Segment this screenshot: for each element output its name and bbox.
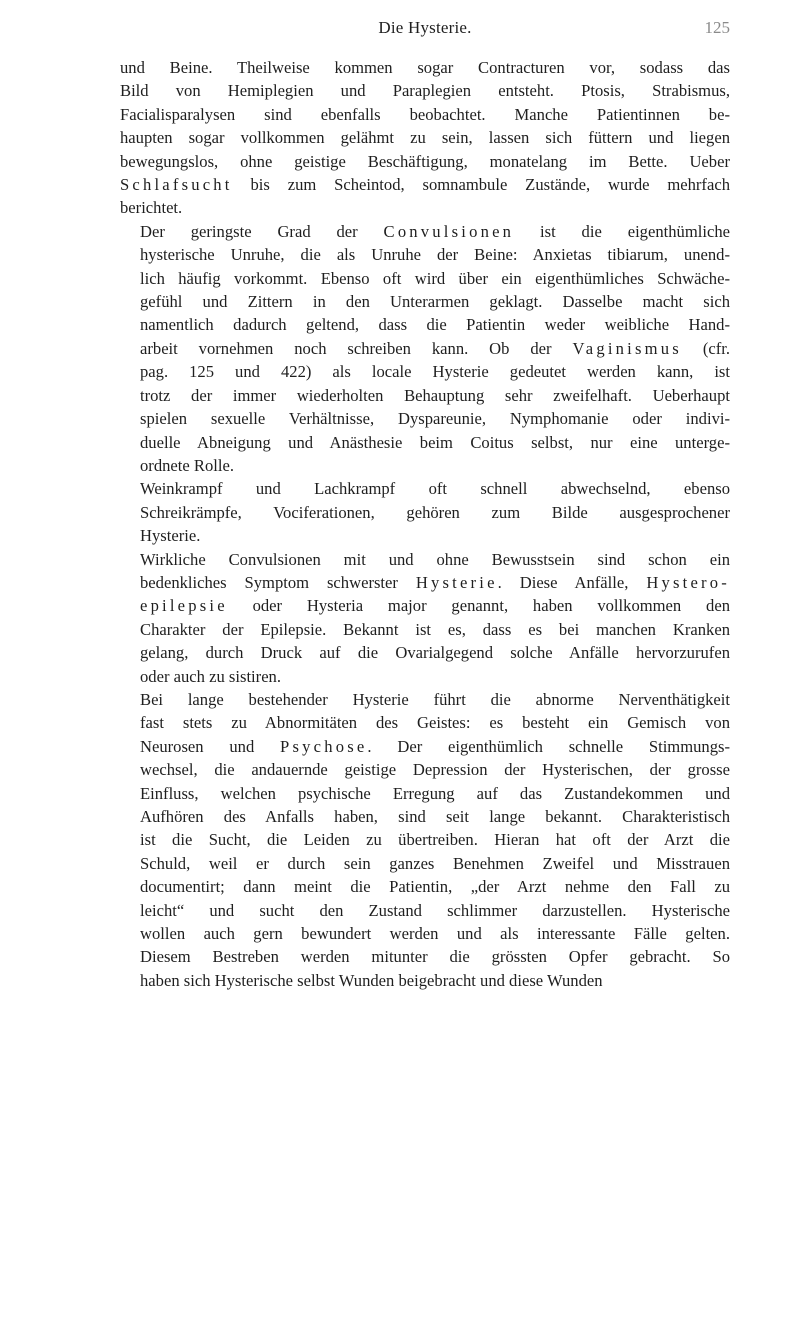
text-line: wollen auch gern bewundert werden und als interessante Fälle gelten. (140, 924, 730, 944)
text-line: Aufhören des Anfalls haben, sind seit lange bekannt. Charakteristisch (140, 807, 730, 826)
text-line: Charakter der Epilepsie. Bekannt ist es, dass es bei manchen Kranken (140, 619, 730, 639)
text-line: Bild von Hemiplegien und Paraplegien entsteht. Ptosis, Strabismus, (120, 81, 730, 101)
page-header (120, 18, 730, 44)
text-line: wechsel, die andauernde geistige Depression der Hysterischen, der grosse (140, 760, 730, 780)
running-title: Die Hysterie. (378, 18, 472, 37)
text-line: ist die Sucht, die Leiden zu übertreiben. Hieran hat oft der Arzt die (140, 830, 730, 850)
text-line: Weinkrampf und Lachkrampf oft schnell abwechselnd, ebenso (140, 479, 730, 499)
text-line: gelang, durch Druck auf die Ovarialgegend solche Anfälle hervorzurufen (140, 643, 730, 663)
text-line: Der geringste Grad der Convulsionen ist die eigenthümliche (140, 221, 730, 241)
text-line: fast stets zu Abnormitäten des Geistes: es besteht ein Gemisch von (140, 713, 730, 733)
text-line: lich häufig vorkommt. Ebenso oft wird über ein eigenthümliches Schwäche- (140, 268, 730, 288)
text-line: ordnete Rolle. (140, 455, 235, 475)
text-line: Schuld, weil er durch sein ganzes Benehmen Zweifel und Misstrauen (140, 853, 730, 873)
text-line: Hysterie. (140, 526, 201, 546)
text-line: bedenkliches Symptom schwerster Hysterie. Diese Anfälle, Hystero- (140, 572, 730, 592)
text-line: namentlich dadurch geltend, dass die Patientin weder weibliche Hand- (140, 315, 730, 335)
text-line: haupten sogar vollkommen gelähmt zu sein, lassen sich füttern und liegen (120, 128, 730, 148)
text-line: leicht“ und sucht den Zustand schlimmer darzustellen. Hysterische (140, 900, 730, 920)
text-line: haben sich Hysterische selbst Wunden beigebracht und diese Wunden (140, 970, 603, 990)
paragraph (120, 548, 730, 688)
text-line: Einfluss, welchen psychische Erregung auf das Zustandekommen und (140, 783, 730, 803)
text-body (120, 56, 730, 992)
text-line: arbeit vornehmen noch schreiben kann. Ob der Vaginismus (cfr. (140, 338, 731, 358)
text-line: Neurosen und Psychose. Der eigenthümlich schnelle Stimmungs- (140, 736, 730, 756)
text-line: gefühl und Zittern in den Unterarmen geklagt. Dasselbe macht sich (140, 292, 730, 312)
text-line: Wirkliche Convulsionen mit und ohne Bewusstsein sind schon ein (140, 549, 730, 569)
text-line: epilepsie oder Hysteria major genannt, haben vollkommen den (140, 596, 730, 616)
text-line: hysterische Unruhe, die als Unruhe der Beine: Anxietas tibiarum, unend- (140, 245, 730, 265)
text-line: duelle Abneigung und Anästhesie beim Coitus selbst, nur eine unterge- (140, 432, 730, 452)
paragraph (120, 477, 730, 547)
text-line: documentirt; dann meint die Patientin, „der Arzt nehme den Fall zu (140, 877, 730, 897)
text-line: und Beine. Theilweise kommen sogar Contracturen vor, sodass das (120, 58, 730, 77)
text-line: Bei lange bestehender Hysterie führt die abnorme Nerventhätigkeit (140, 689, 730, 709)
text-line: berichtet. (120, 198, 183, 218)
page-number: 125 (704, 18, 730, 37)
text-line: Diesem Bestreben werden mitunter die grössten Opfer gebracht. So (140, 947, 730, 967)
paragraph (120, 56, 730, 220)
text-line: oder auch zu sistiren. (140, 666, 281, 686)
paragraph (120, 220, 730, 477)
text-line: trotz der immer wiederholten Behauptung sehr zweifelhaft. Ueberhaupt (140, 385, 730, 405)
text-line: bewegungslos, ohne geistige Beschäftigung, monatelang im Bette. Ueber (120, 151, 730, 171)
text-line: Schlafsucht bis zum Scheintod, somnambule Zustände, wurde mehrfach (120, 175, 730, 195)
text-line: Schreikrämpfe, Vociferationen, gehören zum Bilde ausgesprochener (140, 502, 730, 522)
text-line: pag. 125 und 422) als locale Hysterie gedeutet werden kann, ist (140, 362, 730, 382)
paragraph (120, 688, 730, 992)
text-line: Facialisparalysen sind ebenfalls beobachtet. Manche Patientinnen be- (120, 104, 730, 124)
text-line: spielen sexuelle Verhältnisse, Dyspareunie, Nymphomanie oder indivi- (140, 409, 730, 429)
